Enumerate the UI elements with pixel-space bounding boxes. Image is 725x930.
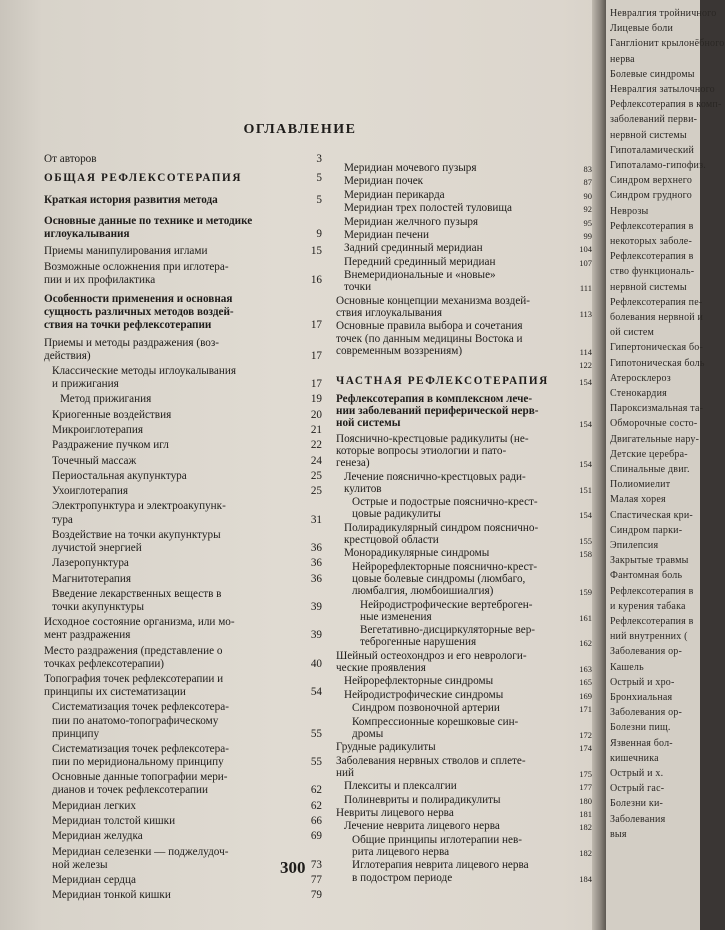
toc-page-number: 95 [583,217,592,228]
toc-entry-line: пии и их профилактика [44,273,156,286]
toc-page-number: 182 [579,848,592,858]
toc-page-number: 66 [310,815,322,827]
toc-entry-line: Приемы и методы раздражения (воз- [44,336,220,349]
toc-entry-line: Основные правила выбора и сочетания [336,320,523,333]
toc-entry-line: Метод прижигания [60,393,152,406]
toc-page-number: 114 [579,346,592,357]
toc-entry-line: Передний срединный меридиан [344,255,496,268]
toc-entry-line: Нейродистрофические синдромы [344,688,504,701]
toc-entry-line: которые вопросы этиологии и пато- [336,445,507,457]
toc-entry-line: точки акупунктуры [52,600,145,613]
toc-entry-line: в подостром периоде [352,871,453,884]
toc-entry-line: Место раздражения (представление о [44,644,223,657]
toc-entry-line: Рефлексотерапия в комплексном лече- [336,393,533,405]
toc-entry-line: Острые и подострые пояснично-крест- [352,496,538,509]
facing-page-line: Спастическая кри- [610,509,693,521]
toc-entry-line: принципы их систематизации [44,686,186,699]
toc-entry-line: Меридиан селезенки — поджелудоч- [52,845,229,858]
facing-page-line: Стенокардия [610,388,667,399]
toc-page-number: 19 [310,393,322,406]
toc-entry-line: Электропунктура и электроакупунк- [52,500,226,513]
toc-entry-line: ной системы [336,417,401,430]
toc-entry-line: Монорадикулярные синдромы [344,547,490,560]
facing-page-line: нервной системы [610,281,687,293]
facing-page-line: Болезни ки- [610,798,664,810]
toc-page-number: 177 [579,782,592,793]
facing-page-line: Болезни пищ. [610,722,671,734]
toc-page-number: 155 [579,536,592,546]
toc-page-number: 154 [579,419,592,430]
toc-entry-line: Меридиан толстой кишки [52,815,176,827]
toc-entry-line: ЧАСТНАЯ РЕФЛЕКСОТЕРАПИЯ [336,374,549,387]
toc-entry-line: точки [344,281,372,294]
toc-entry-line: Грудные радикулиты [336,741,436,754]
toc-entry-line: Иглотерапия неврита лицевого нерва [352,859,529,872]
toc-entry-line: ные изменения [360,610,432,623]
facing-page-line: Гипотоническая боль [610,357,705,369]
facing-page-line: Пароксизмальная та- [610,403,704,415]
facing-page-line: Синдром верхнего [610,175,693,187]
toc-entry-line: ОБЩАЯ РЕФЛЕКСОТЕРАПИЯ [44,172,243,185]
toc-entry-line: Основные данные по технике и методике [44,214,253,227]
toc-entry-line: Топография точек рефлексотерапии и [44,673,224,685]
toc-entry-line: Основные данные топографии мери- [52,771,228,784]
facing-page-line: Обморочные состо- [610,418,698,430]
facing-page-line: Острый и хро- [610,676,675,688]
facing-page-line: Закрытые травмы [610,555,689,567]
toc-page-number: 158 [579,549,592,560]
facing-page-line: Болевые синдромы [610,68,695,80]
facing-page-line: Острый и х. [610,768,664,779]
toc-page-number: 15 [310,245,322,258]
toc-entry-line: Меридиан сердца [52,874,136,886]
facing-page-line: Невралгия тройничного [610,8,717,19]
toc-page-number: 62 [310,799,322,812]
toc-entry-line: Пояснично-крестцовые радикулиты (не- [336,432,529,445]
toc-page-number: 24 [310,454,322,467]
toc-page-number: 79 [310,889,322,902]
facing-page-line: и курения табака [610,600,686,612]
toc-page-number: 161 [579,612,592,623]
toc-page-number: 17 [310,319,322,332]
toc-page-number: 172 [579,729,592,740]
page-title: ОГЛАВЛЕНИЕ [243,122,357,137]
toc-page-number: 171 [579,704,592,715]
toc-page-number: 5 [316,193,322,206]
toc-entry-line: Ухоиглотерапия [52,485,128,498]
toc-page-number: 154 [579,459,592,470]
facing-page-line: Кашель [610,661,644,673]
toc-page-number: 25 [310,469,322,482]
facing-page-line: Двигательные нару- [610,433,700,445]
toc-entry-line: Полиневриты и полирадикулиты [344,793,501,806]
toc-entry-line: Лазеропунктура [52,557,129,570]
toc-entry-line: ной железы [52,858,108,871]
toc-page-number: 17 [310,378,322,390]
toc-page-number: 54 [310,686,322,699]
toc-entry-line: Меридиан почек [344,175,424,188]
facing-page-line: кишечника [610,752,659,764]
toc-page-number: 83 [583,164,592,174]
toc-entry-line: Полирадикулярный синдром пояснично- [344,521,539,534]
toc-page-number: 111 [579,283,592,294]
toc-entry-line: люмбалгия, люмбоишиалгия) [352,585,494,598]
toc-page-number: 90 [583,190,592,201]
facing-page-line: ний внутренних ( [610,631,688,643]
facing-page-line: Спинальные двиг. [610,464,690,475]
toc-entry-line: Меридиан печени [344,229,430,241]
toc-page-number: 40 [310,657,322,670]
facing-page-line: некоторых заболе- [610,236,692,247]
toc-entry-line: Исходное состояние организма, или мо- [44,616,235,629]
toc-entry-line: Воздействие на точки акупунктуры [52,528,221,541]
toc-page-number: 163 [579,664,592,674]
toc-page-number: 36 [310,557,322,570]
facing-page-line: ой систем [610,327,655,339]
toc-entry-line: рита лицевого нерва [352,846,450,858]
toc-entry-line: Периостальная акупунктура [52,469,187,482]
book-gutter [592,0,606,930]
facing-page-line: Рефлексотерапия в [610,251,694,263]
facing-page-line: Рефлексотерапия в [610,585,694,597]
toc-entry-line: Плекситы и плексалгии [344,780,457,793]
facing-page-line: Заболевания ор- [610,707,682,719]
toc-entry-line: Невриты лицевого нерва [336,807,454,819]
toc-entry-line: пии по меридиональному принципу [52,756,224,768]
facing-page-line: Лицевые боли [610,23,674,35]
toc-entry-line: точках рефлексотерапии) [44,657,165,670]
toc-page-number: 113 [579,309,592,319]
toc-entry-line: Синдром позвоночной артерии [352,702,500,715]
toc-page-number: 3 [316,153,322,165]
toc-entry-line: От авторов [44,153,97,165]
toc-entry-line: Особенности применения и основная [44,293,233,305]
toc-entry-line: иглоукалывания [44,228,130,240]
toc-page-number: 107 [579,257,592,268]
toc-page-number: 31 [310,513,322,526]
facing-page-line: Бронхиальная [610,692,673,703]
toc-page-number: 175 [579,768,592,779]
toc-page-number: 162 [579,638,592,649]
facing-page-line: Острый гас- [610,783,665,795]
facing-page-line: Детские церебра- [610,448,688,460]
toc-entry-line: Шейный остеохондроз и его неврологи- [336,649,527,662]
toc-entry-line: Систематизация точек рефлексотера- [52,742,229,755]
toc-page-number: 154 [579,376,592,387]
facing-page-line: Рефлексотерапия в [610,616,694,627]
toc-page-number: 39 [310,629,322,642]
toc-entry-line: современным воззрениям) [336,344,463,357]
toc-entry-line: Задний срединный меридиан [344,242,483,255]
toc-entry-line: Общие принципы иглотерапии нев- [352,833,522,846]
toc-page-number: 169 [579,690,592,701]
facing-page-line: заболеваний перви- [610,114,698,126]
toc-entry-line: ствия иглоукалывания [336,307,443,319]
toc-entry-line: нии заболеваний периферической нерв- [336,405,539,418]
facing-page-line: Атеросклероз [610,372,671,384]
facing-page-line: Синдром парки- [610,524,683,536]
toc-entry-line: теброгенные нарушения [360,636,477,649]
toc-page-number: 77 [310,874,322,886]
toc-entry-line: Раздражение пучком игл [52,439,169,452]
toc-page-number: 99 [583,231,592,241]
facing-page-line: Рефлексотерапия в комп- [610,99,722,111]
toc-page-number: 180 [579,795,592,806]
toc-entry-line: Криогенные воздействия [52,408,172,421]
toc-entry-line: Лечение неврита лицевого нерва [344,820,500,833]
facing-page-line: Полиомиелит [610,479,671,491]
toc-page-number: 151 [579,484,592,495]
toc-entry-line: Микроиглотерапия [52,423,143,436]
toc-page-number: 69 [310,830,322,843]
toc-entry-line: и прижигания [52,378,119,390]
toc-entry-line: Нейрорефлекторные синдромы [344,675,494,688]
toc-page-number: 182 [579,822,592,833]
toc-entry-line: Меридиан легких [52,799,136,812]
facing-page-line: Неврозы [610,205,649,217]
toc-entry-line: точек (по данным медицины Востока и [336,332,523,345]
facing-page-line: Синдром грудного [610,190,692,202]
facing-page-line: Гипоталамо-гипофиз. [610,160,706,171]
toc-entry-line: Меридиан мочевого пузыря [344,162,477,174]
toc-page-number: 154 [579,510,592,521]
facing-page-line: болевания нервной и [610,312,704,323]
facing-page-line: выя [610,828,627,840]
facing-page-line: Фантомная боль [610,570,683,582]
toc-page-number: 20 [310,408,322,421]
toc-page-number: 39 [310,600,322,613]
toc-entry-line: действия) [44,349,91,362]
toc-entry-line: цовые болевые синдромы (люмбаго, [352,573,526,585]
facing-page-line: Гипертоническая бо- [610,342,703,354]
toc-entry-line: Меридиан желчного пузыря [344,215,479,228]
toc-page-number: 181 [579,809,592,819]
toc-entry-line: Меридиан желудка [52,830,143,843]
toc-page-number: 159 [579,587,592,598]
toc-page-number: 55 [310,756,322,768]
toc-entry-line: принципу [52,727,100,740]
toc-entry-line: Меридиан перикарда [344,188,445,201]
facing-page-line: ство функциональ- [610,266,695,278]
toc-entry-line: пии по анатомо-топографическому [52,714,219,727]
toc-page-number: 184 [579,873,592,884]
toc-page-number: 22 [310,439,322,452]
toc-page-number: 62 [310,784,322,797]
facing-page-line: Рефлексотерапия в [610,220,694,232]
toc-page-number: 87 [583,177,592,188]
toc-entry-line: цовые радикулиты [352,508,441,521]
facing-page-fragment [606,0,725,930]
toc-entry-line: Введение лекарственных веществ в [52,587,222,600]
toc-page-number: 9 [316,228,322,240]
toc-entry-line: Систематизация точек рефлексотера- [52,701,229,714]
toc-entry-line: Магнитотерапия [52,572,132,585]
toc-entry-line: Точечный массаж [52,454,137,467]
toc-entry-line: Меридиан тонкой кишки [52,889,171,902]
toc-entry-line: Приемы манипулирования иглами [44,245,208,258]
toc-entry-line: сущность различных методов воздей- [44,306,234,319]
page-number: 300 [280,858,306,877]
toc-entry-line: Возможные осложнения при иглотера- [44,260,229,273]
toc-entry-line: Основные концепции механизма воздей- [336,294,531,307]
facing-page-line: нерва [610,53,635,65]
toc-page-number: 104 [579,244,592,255]
toc-entry-line: дромы [352,727,384,740]
facing-page-line: Эпилепсия [610,540,659,551]
toc-page-number: 17 [310,349,322,362]
toc-entry-line: дианов и точек рефлексотерапии [52,784,208,797]
toc-entry-line: ствия на точки рефлексотерапии [44,319,212,332]
toc-page-number: 36 [310,572,322,585]
toc-page-number: 174 [579,743,592,754]
toc-page-number: 21 [310,423,322,436]
toc-page-number: 16 [310,273,322,286]
toc-entry-line: кулитов [344,482,382,495]
toc-entry-line: Краткая история развития метода [44,193,218,206]
toc-entry-line: Компрессионные корешковые син- [352,715,519,728]
toc-entry-line: мент раздражения [44,629,131,642]
toc-entry-line: Нейродистрофические вертеброген- [360,598,533,611]
toc-entry-line: Классические методы иглоукалывания [52,364,237,377]
facing-page-line: Заболевания [610,813,666,825]
toc-page-number: 92 [583,204,592,215]
toc-entry-line: Лечение пояснично-крестцовых ради- [344,470,526,483]
facing-page-line: Малая хорея [610,494,666,506]
toc-entry-line: Вегетативно-дисциркуляторные вер- [360,624,536,637]
toc-page-number: 36 [310,541,322,554]
toc-page-number: 165 [579,677,592,688]
facing-page-line: Гипоталамический [610,144,695,156]
toc-entry-line: Внемеридиональные и «новые» [344,269,496,282]
toc-entry-line: Заболевания нервных стволов и сплете- [336,754,526,767]
toc-page-number: 122 [579,360,592,371]
toc-entry-line: Меридиан трех полостей туловища [344,202,512,215]
facing-page-line: Язвенная бол- [610,737,673,749]
toc-page-number: 55 [310,727,322,740]
toc-entry-line: тура [52,513,73,526]
toc-entry-line: крестцовой области [344,534,439,546]
toc-entry-line: ческие проявления [336,662,426,674]
facing-page-line: Невралгия затылочного [610,84,715,95]
toc-entry-line: лучистой энергией [52,541,142,554]
toc-page-number: 73 [310,858,322,871]
facing-page-line: Гангліонит крылонёбного [610,38,725,50]
toc-page-number: 25 [310,485,322,498]
toc-entry-line: ний [336,766,354,779]
toc-entry-line: генеза) [336,457,370,470]
facing-page-line: нервной системы [610,129,687,141]
facing-page-line: Рефлексотерапия пе- [610,296,703,308]
toc-entry-line: Нейрорефлекторные пояснично-крест- [352,560,538,573]
toc-page-number: 5 [316,172,322,185]
facing-page-line: Заболевания ор- [610,646,682,658]
